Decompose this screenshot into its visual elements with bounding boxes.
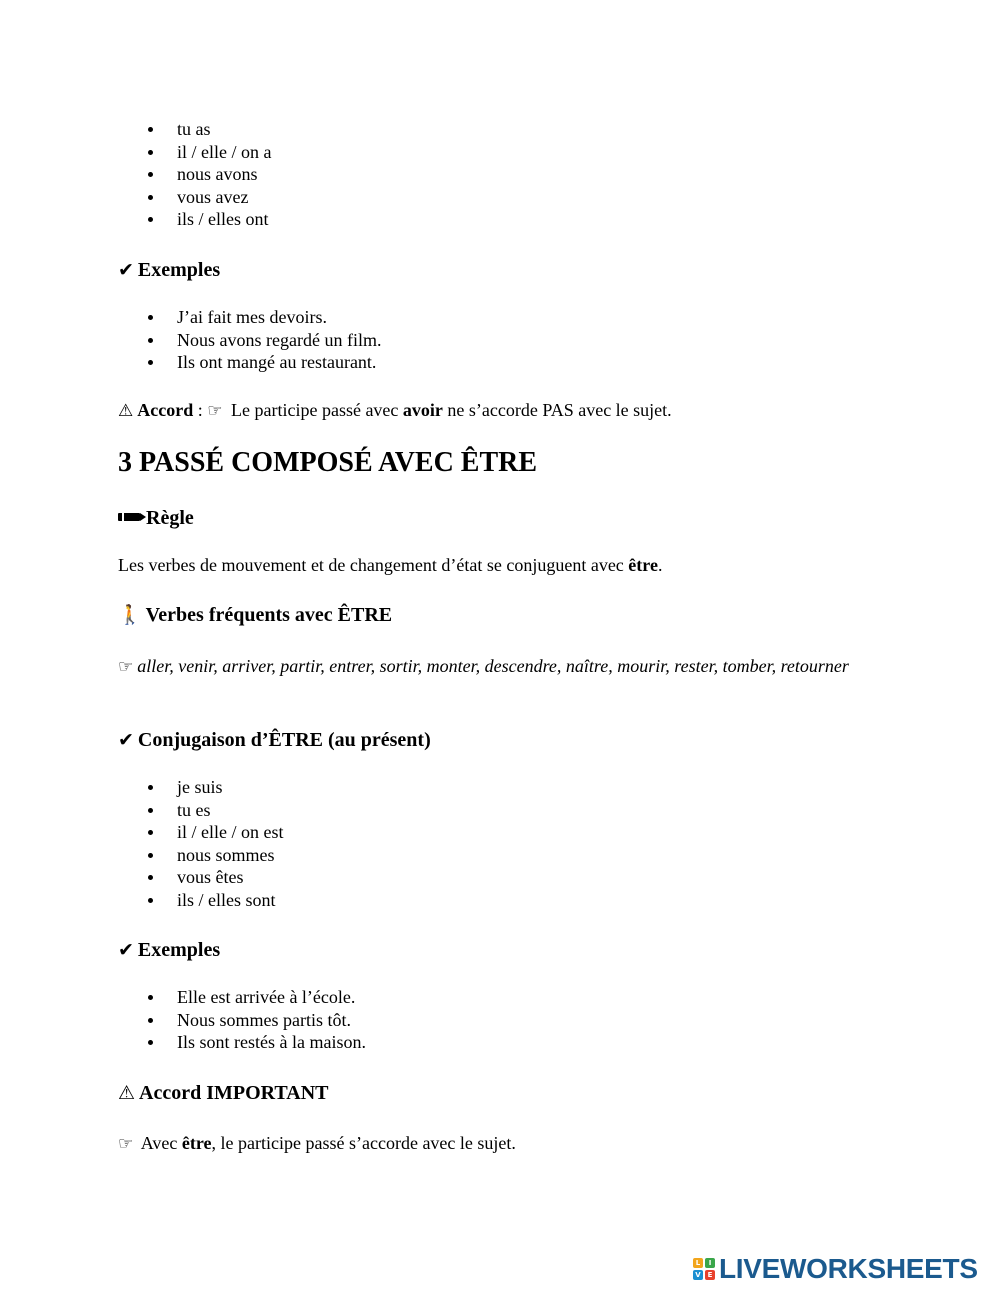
heading-text: Accord IMPORTANT xyxy=(139,1082,329,1104)
logo-tile: I xyxy=(705,1258,715,1268)
rule-bold-word: être xyxy=(628,555,658,575)
etre-conjugation-list xyxy=(148,776,283,911)
list-item: il / elle / on est xyxy=(148,821,283,844)
liveworksheets-branding xyxy=(693,1254,978,1284)
check-mark-icon: ✔ xyxy=(118,259,134,281)
avoir-examples-list xyxy=(148,306,381,374)
rule-text xyxy=(118,554,662,577)
logo-tile: E xyxy=(705,1270,715,1280)
check-mark-icon: ✔ xyxy=(118,729,134,751)
heading-text: Exemples xyxy=(137,259,221,281)
list-item: il / elle / on a xyxy=(148,141,271,164)
list-item: Nous sommes partis tôt. xyxy=(148,1009,366,1032)
list-item: tu es xyxy=(148,799,283,822)
verbs-text: aller, venir, arriver, partir, entrer, sortir, monter, descendre, naître, mourir, rester, tomber, retourner xyxy=(137,656,849,676)
note-text-before: Le participe passé avec xyxy=(226,400,403,420)
accord-important-text xyxy=(118,1132,516,1156)
note-text-after: ne s’accorde PAS avec le sujet. xyxy=(442,400,672,420)
list-item: ils / elles ont xyxy=(148,208,271,231)
walking-person-icon: 🚶 xyxy=(118,604,142,626)
list-item: tu as xyxy=(148,118,271,141)
rule-text-after: . xyxy=(657,555,663,575)
brand-name: LIVEWORKSHEETS xyxy=(719,1253,978,1284)
etre-examples-heading xyxy=(118,938,220,962)
note-bold-word: avoir xyxy=(402,400,443,420)
list-item: Nous avons regardé un film. xyxy=(148,329,381,352)
heading-text: Règle xyxy=(146,507,194,529)
list-item: vous êtes xyxy=(148,866,283,889)
separator: : xyxy=(193,400,208,420)
list-item: Elle est arrivée à l’école. xyxy=(148,986,366,1009)
frequent-verbs-list xyxy=(118,655,888,679)
accord-text-before: Avec xyxy=(137,1133,182,1153)
check-mark-icon: ✔ xyxy=(118,939,134,961)
list-item: vous avez xyxy=(148,186,271,209)
list-item: je suis xyxy=(148,776,283,799)
frequent-verbs-heading xyxy=(118,603,392,627)
accord-bold-word: être xyxy=(181,1133,212,1153)
etre-conjugation-heading xyxy=(118,728,431,752)
list-item: nous sommes xyxy=(148,844,283,867)
pointing-hand-icon: ☞ xyxy=(207,401,223,421)
warning-icon: ⚠ xyxy=(118,1082,136,1104)
warning-icon: ⚠ xyxy=(118,401,134,421)
rule-heading xyxy=(118,506,194,530)
section-title: 3 PASSÉ COMPOSÉ AVEC ÊTRE xyxy=(118,447,538,478)
rule-text-before: Les verbes de mouvement et de changement d’état se conjuguent avec xyxy=(118,555,629,575)
logo-tile: V xyxy=(693,1270,703,1280)
avoir-conjugation-list xyxy=(148,118,271,231)
etre-examples-list xyxy=(148,986,366,1054)
list-item: Ils sont restés à la maison. xyxy=(148,1031,366,1054)
list-item: Ils ont mangé au restaurant. xyxy=(148,351,381,374)
liveworksheets-logo-icon xyxy=(693,1258,715,1280)
pointing-hand-icon: ☞ xyxy=(118,657,134,677)
heading-text: Conjugaison d’ÊTRE (au présent) xyxy=(137,729,431,751)
list-item: nous avons xyxy=(148,163,271,186)
pencil-icon xyxy=(118,513,140,521)
heading-text: Verbes fréquents avec ÊTRE xyxy=(145,604,393,626)
accord-label: Accord xyxy=(137,400,194,420)
list-item: ils / elles sont xyxy=(148,889,283,912)
avoir-examples-heading xyxy=(118,258,220,282)
heading-text: Exemples xyxy=(137,939,221,961)
accord-text-after: , le participe passé s’accorde avec le sujet. xyxy=(211,1133,516,1153)
accord-important-heading xyxy=(118,1081,329,1105)
logo-tile: L xyxy=(693,1258,703,1268)
avoir-accord-note xyxy=(118,399,672,423)
pointing-hand-icon: ☞ xyxy=(118,1134,134,1154)
list-item: J’ai fait mes devoirs. xyxy=(148,306,381,329)
